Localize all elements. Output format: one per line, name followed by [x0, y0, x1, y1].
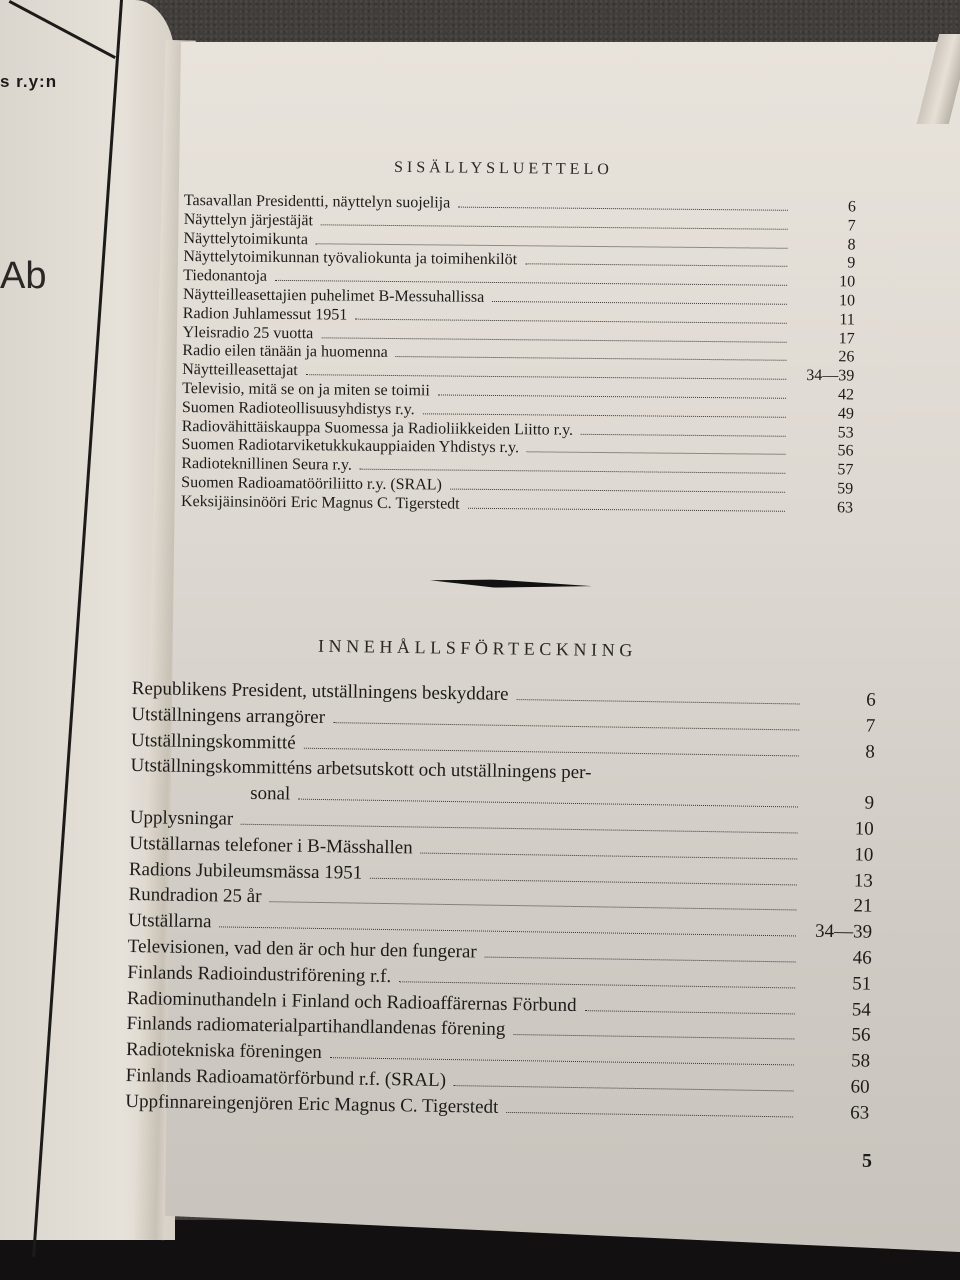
toc-entry-page: 10: [838, 292, 856, 310]
toc-entry-title: Radioteknillinen Seura r.y.: [181, 455, 352, 474]
left-page-text-fragment-large: Ab: [0, 255, 47, 297]
toc-entry-title: Radiominuthandeln i Finland och Radioaffärernas Förbund: [126, 987, 577, 1016]
dot-leader: [423, 412, 786, 417]
toc-entry-page: 34—39: [814, 920, 873, 943]
toc-entry-page: 26: [838, 348, 855, 366]
dot-leader: [585, 1009, 795, 1014]
toc-entry-page: 8: [847, 235, 856, 254]
toc-entry-page: 10: [854, 844, 874, 866]
finnish-toc-list: [181, 192, 856, 518]
dot-leader: [513, 1033, 794, 1039]
dot-leader: [370, 876, 797, 885]
dot-leader: [492, 300, 787, 305]
dot-leader: [458, 206, 788, 211]
dot-leader: [355, 317, 787, 323]
toc-entry-title: Rundradion 25 år: [128, 884, 262, 908]
toc-entry-page: 11: [839, 311, 855, 329]
toc-entry-page: 17: [838, 329, 855, 348]
section-divider-ornament: [430, 578, 592, 590]
dot-leader: [525, 263, 787, 268]
dot-leader: [306, 373, 786, 380]
toc-entry-title: Yleisradio 25 vuotta: [182, 323, 314, 342]
left-page-text-fragment: s r.y:n: [0, 72, 58, 91]
toc-entry-page: 54: [851, 998, 872, 1021]
dot-leader: [396, 355, 787, 361]
toc-entry-page: 56: [837, 442, 854, 460]
toc-entry-page: 60: [850, 1076, 870, 1098]
toc-entry-title: Upplysningar: [129, 806, 234, 830]
toc-entry-title: Radiotekniska föreningen: [125, 1039, 323, 1064]
dot-leader: [454, 1084, 794, 1091]
toc-entry-title: Finlands radiomaterialpartihandlandenas förening: [126, 1013, 506, 1041]
dot-leader: [516, 698, 799, 704]
toc-entry-page: 7: [865, 715, 876, 737]
toc-entry-page: 63: [836, 499, 854, 517]
toc-entry-title: Televisio, mitä se on ja miten se toimii: [182, 379, 430, 400]
page-number: 5: [862, 1150, 872, 1172]
toc-entry-page: 42: [838, 386, 855, 404]
dot-leader: [438, 393, 786, 398]
dot-leader: [581, 432, 786, 436]
toc-entry-page: 49: [837, 405, 854, 423]
dot-leader: [241, 823, 798, 834]
toc-entry-page: 57: [837, 461, 854, 479]
toc-entry-page: 46: [852, 947, 872, 969]
toc-entry-title: Suomen Radioamatööriliitto r.y. (SRAL): [181, 473, 443, 494]
toc-entry-title: Näytteilleasettajat: [182, 361, 298, 380]
toc-entry-page: 13: [853, 869, 874, 892]
dot-leader: [468, 506, 785, 511]
toc-entry-page: 58: [850, 1050, 871, 1072]
dot-leader: [316, 242, 788, 249]
finnish-toc-title: SISÄLLYSLUETTELO: [393, 158, 613, 179]
toc-entry-page: 51: [852, 973, 872, 995]
toc-entry-title: Finlands Radioamatörförbund r.f. (SRAL): [125, 1064, 447, 1091]
toc-entry-page: 9: [847, 254, 856, 272]
toc-entry-title: Keksijäinsinööri Eric Magnus C. Tigerstedt: [180, 492, 460, 513]
dot-leader: [269, 901, 796, 911]
toc-entry-title: Suomen Radioteollisuusyhdistys r.y.: [181, 398, 415, 418]
toc-entry-page: [804, 782, 874, 783]
dot-leader: [304, 746, 799, 756]
dot-leader: [421, 851, 798, 859]
toc-entry-title: Radion Juhlamessut 1951: [182, 304, 348, 324]
toc-entry-title: sonal: [250, 783, 291, 805]
dot-leader: [485, 956, 796, 963]
toc-entry-page: 7: [847, 217, 856, 235]
dot-leader: [321, 223, 788, 229]
toc-entry-title: Utställningskommitté: [130, 729, 296, 754]
dot-leader: [321, 336, 786, 342]
toc-entry-title: Radio eilen tänään ja huomenna: [182, 342, 388, 362]
toc-entry-title: Radiovähittäiskauppa Suomessa ja Radioliikkeiden Liitto r.y.: [181, 417, 574, 439]
toc-entry-title: Näyttelyn järjestäjät: [183, 210, 314, 230]
toc-entry-title: Televisionen, vad den är och hur den fungerar: [127, 935, 477, 963]
toc-entry-title: Suomen Radiotarviketukkukauppiaiden Yhdistys r.y.: [181, 436, 520, 457]
toc-entry-page: 10: [839, 273, 856, 291]
toc-entry-title: Utställningens arrangörer: [131, 703, 326, 728]
dot-leader: [330, 1056, 794, 1065]
dot-leader: [275, 279, 787, 286]
toc-entry-page: 8: [865, 741, 876, 763]
dot-leader: [219, 926, 796, 937]
toc-entry-page: 53: [837, 423, 854, 442]
toc-entry-title: Radions Jubileumsmässa 1951: [128, 858, 363, 884]
toc-entry-page: 59: [837, 480, 854, 498]
dot-leader: [333, 721, 799, 730]
dot-leader: [450, 488, 785, 493]
toc-entry-page: 63: [850, 1102, 870, 1124]
toc-entry-title: Näyttelytoimikunnan työvaliokunta ja toimihenkilöt: [183, 248, 518, 269]
toc-entry-page: 6: [847, 198, 856, 216]
toc-entry-title: Utställarnas telefoner i B-Mässhallen: [129, 832, 413, 859]
toc-entry-page: 6: [866, 689, 876, 711]
toc-entry-title: Utställningskommitténs arbetsutskott och utställningens per-: [130, 755, 592, 784]
toc-entry-page: 56: [851, 1024, 871, 1047]
toc-entry-page: 21: [853, 895, 873, 918]
swedish-toc-list: [125, 676, 876, 1126]
toc-entry-title: Finlands Radioindustriförening r.f.: [127, 961, 392, 987]
toc-entry-page: 9: [864, 792, 875, 814]
dot-leader: [298, 798, 798, 808]
dot-leader: [527, 451, 786, 455]
dot-leader: [360, 468, 786, 474]
dot-leader: [399, 980, 795, 988]
toc-entry-page: 10: [854, 818, 874, 840]
toc-entry-title: Tasavallan Presidentti, näyttelyn suojelija: [183, 192, 451, 212]
dot-leader: [506, 1111, 793, 1118]
swedish-toc-title: INNEHÅLLSFÖRTECKNING: [317, 635, 638, 661]
toc-entry-title: Uppfinnareingenjören Eric Magnus C. Tigerstedt: [125, 1090, 499, 1118]
toc-entry-title: Utställarna: [127, 910, 212, 933]
toc-entry-page: 34—39: [806, 367, 855, 385]
toc-entry-title: Näyttelytoimikunta: [183, 229, 309, 248]
toc-entry-title: Tiedonantoja: [183, 267, 268, 285]
toc-entry-title: Republikens President, utställningens beskyddare: [131, 677, 509, 705]
toc-entry-title: Näytteilleasettajien puhelimet B-Messuhallissa: [182, 285, 485, 306]
